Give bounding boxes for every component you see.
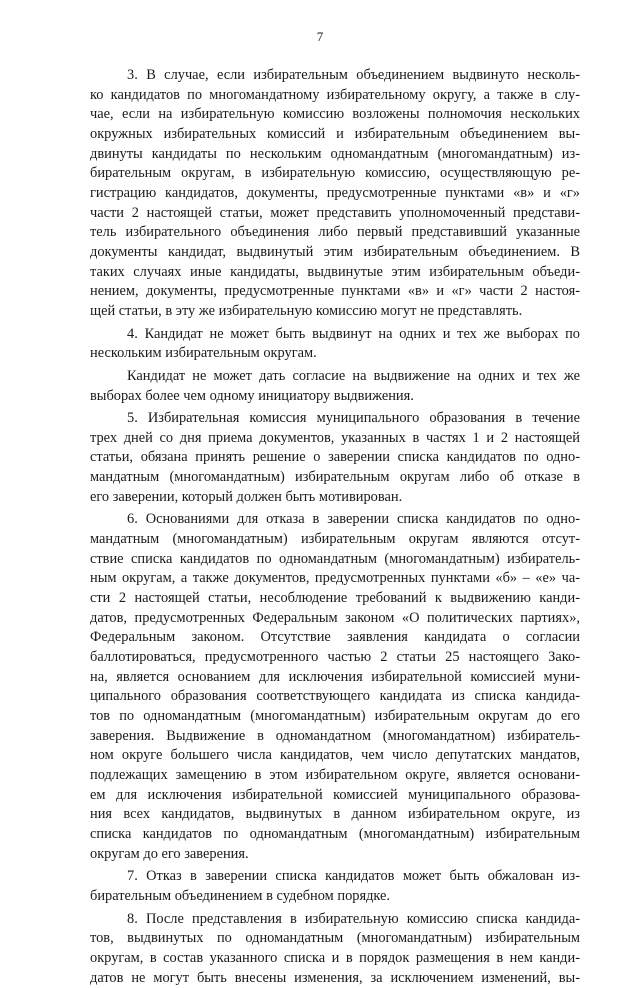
text-line: ко кандидатов по многомандатному избирательному округу, а также в слу-	[90, 86, 580, 103]
text-line: 8. После представления в избирательную комиссию списка кандида-	[127, 910, 580, 927]
text-line: тов, выдвинутых по одномандатным (многомандатным) избирательным	[90, 930, 580, 947]
text-line: Федеральным законом. Отсутствие заявления кандидата о согласии	[90, 629, 580, 646]
text-line: тель избирательного объединения либо первый представивший указанные	[90, 224, 580, 241]
text-line: его заверении, который должен быть мотивирован.	[90, 488, 403, 505]
text-line: подлежащих замещению в этом избирательном округе, является основани-	[90, 766, 580, 783]
paragraph	[90, 409, 580, 507]
text-line: трех дней со дня приема документов, указанных в частях 1 и 2 настоящей	[90, 429, 580, 446]
text-line: 6. Основаниями для отказа в заверении списка кандидатов по одно-	[127, 511, 580, 528]
text-line: статьи, обязана принять решение о заверении списка кандидатов по одно-	[90, 449, 580, 466]
document-body	[90, 66, 580, 988]
text-line: мандатным (многомандатным) избирательным округам либо об отказе в	[90, 469, 580, 486]
text-line: нением, документы, предусмотренные пунктами «в» и «г» части 2 настоя-	[90, 283, 580, 300]
text-line: 5. Избирательная комиссия муниципального образования в течение	[127, 410, 580, 427]
text-line: щей статьи, в эту же избирательную комиссию могут не представлять.	[90, 302, 523, 319]
text-line: бирательным округам, в избирательную комиссию, осуществляющую ре-	[90, 165, 580, 182]
page-number: 7	[316, 29, 324, 44]
text-line: списка кандидатов по одномандатным (многомандатным) избирательным	[90, 825, 580, 842]
text-line: двинуты кандидаты по нескольким одномандатным (многомандатным) из-	[90, 145, 580, 162]
text-line: мандатным (многомандатным) избирательным округам являются отсут-	[90, 531, 580, 548]
text-line: Кандидат не может дать согласие на выдвижение на одних и тех же	[127, 367, 580, 384]
paragraph	[90, 66, 580, 322]
text-line: округам, в состав указанного списка и в порядок размещения в нем канди-	[90, 949, 580, 966]
text-line: ствие списка кандидатов по одномандатным (многомандатным) избиратель-	[90, 550, 580, 567]
text-line: нескольким избирательным округам.	[90, 345, 317, 362]
paragraph	[90, 367, 580, 406]
paragraph	[90, 867, 580, 906]
text-line: ципального образования соответствующего кандидата из списка кандида-	[90, 688, 580, 705]
text-line: сти 2 настоящей статьи, несоблюдение требований к выдвижению канди-	[90, 590, 580, 607]
text-line: заверения. Выдвижение в одномандатном (многомандатном) избиратель-	[90, 727, 580, 744]
text-line: 7. Отказ в заверении списка кандидатов может быть обжалован из-	[127, 868, 580, 885]
paragraph	[90, 325, 580, 364]
text-line: бирательным объединением в судебном порядке.	[90, 887, 391, 904]
text-line: чае, если на избирательную комиссию возложены полномочия нескольких	[90, 106, 580, 123]
text-line: датов не могут быть внесены изменения, за исключением изменений, вы-	[90, 969, 580, 986]
text-line: округам до его заверения.	[90, 845, 249, 862]
text-line: таких случаях иные кандидаты, выдвинутые этим избирательным объеди-	[90, 263, 580, 280]
paragraph	[90, 910, 580, 988]
paragraph	[90, 510, 580, 864]
text-line: части 2 настоящей статьи, может представить уполномоченный представи-	[90, 204, 580, 221]
text-line: тов по одномандатным (многомандатным) избирательным округам до его	[90, 708, 580, 724]
text-line: на, является основанием для исключения избирательной комиссией муни-	[90, 668, 580, 685]
text-line: ным округам, а также документов, предусмотренных пунктами «б» – «е» ча-	[90, 570, 580, 587]
text-line: окружных избирательных комиссий и избирательным объединением вы-	[90, 125, 580, 142]
text-line: 4. Кандидат не может быть выдвинут на одних и тех же выборах по	[127, 325, 580, 342]
text-line: датов, предусмотренных Федеральным законом «О политических партиях»,	[90, 609, 580, 626]
text-line: баллотироваться, предусмотренного частью 2 статьи 25 настоящего Зако-	[90, 649, 580, 666]
text-line: ния всех кандидатов, выдвинутых в данном избирательном округе, из	[90, 806, 580, 823]
text-line: гистрацию кандидатов, документы, предусмотренные пунктами «в» и «г»	[90, 184, 580, 201]
text-line: документы кандидат, выдвинутый этим избирательным объединением. В	[90, 243, 580, 260]
text-line: ном округе большего числа кандидатов, чем число депутатских мандатов,	[90, 747, 580, 764]
text-line: выборах более чем одному инициатору выдвижения.	[90, 387, 414, 404]
text-line: 3. В случае, если избирательным объединением выдвинуто несколь-	[127, 67, 580, 83]
text-line: ем для исключения избирательной комиссией муниципального образова-	[90, 786, 580, 803]
